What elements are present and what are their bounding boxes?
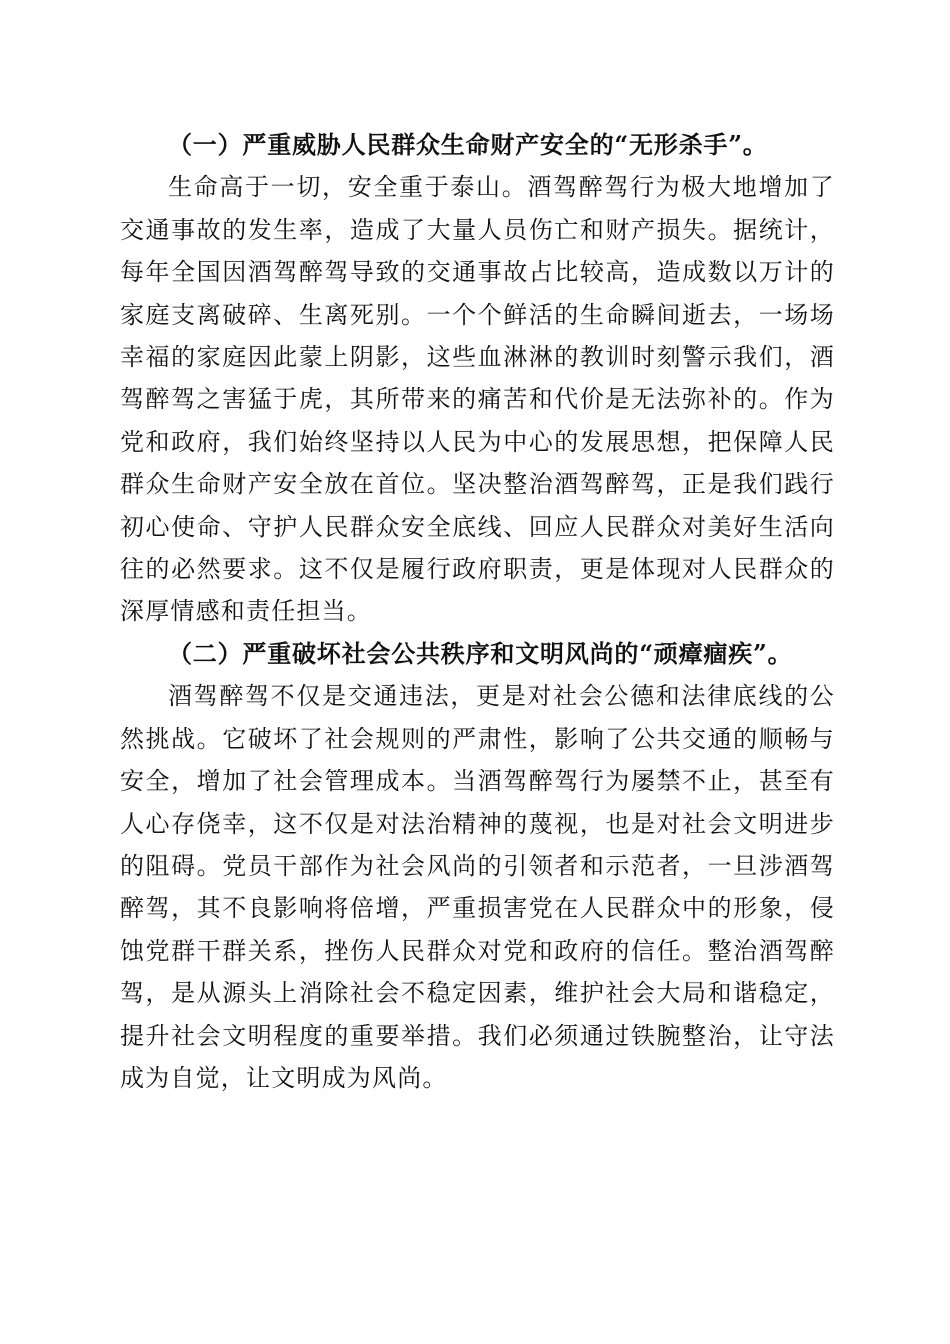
section-2-body: 酒驾醉驾不仅是交通违法，更是对社会公德和法律底线的公然挑战。它破坏了社会规则的严肃性，影响了公共交通的顺畅与安全，增加了社会管理成本。当酒驾醉驾行为屡禁不止，甚至有人心存侥幸，这不仅是对法治精神的蔑视，也是对社会文明进步的阻碍。党员干部作为社会风尚的引领者和示范者，一旦涉酒驾醉驾，其不良影响将倍增，严重损害党在人民群众中的形象，侵蚀党群干群关系，挫伤人民群众对党和政府的信任。整治酒驾醉驾，是从源头上消除社会不稳定因素，维护社会大局和谐稳定，提升社会文明程度的重要举措。我们必须通过铁腕整治，让守法成为自觉，让文明成为风尚。: [120, 682, 835, 1092]
document-page: [120, 124, 835, 1099]
section-2-heading: （二）严重破坏社会公共秩序和文明风尚的“顽瘴痼疾”。: [168, 638, 793, 668]
section-1-heading: （一）严重威胁人民群众生命财产安全的“无形杀手”。: [168, 130, 768, 159]
section-1-body: 生命高于一切，安全重于泰山。酒驾醉驾行为极大地增加了交通事故的发生率，造成了大量人员伤亡和财产损失。据统计，每年全国因酒驾醉驾导致的交通事故占比较高，造成数以万计的家庭支离破碎、生离死别。一个个鲜活的生命瞬间逝去，一场场幸福的家庭因此蒙上阴影，这些血淋淋的教训时刻警示我们，酒驾醉驾之害猛于虎，其所带来的痛苦和代价是无法弥补的。作为党和政府，我们始终坚持以人民为中心的发展思想，把保障人民群众生命财产安全放在首位。坚决整治酒驾醉驾，正是我们践行初心使命、守护人民群众安全底线、回应人民群众对美好生活向往的必然要求。这不仅是履行政府职责，更是体现对人民群众的深厚情感和责任担当。: [120, 173, 835, 626]
